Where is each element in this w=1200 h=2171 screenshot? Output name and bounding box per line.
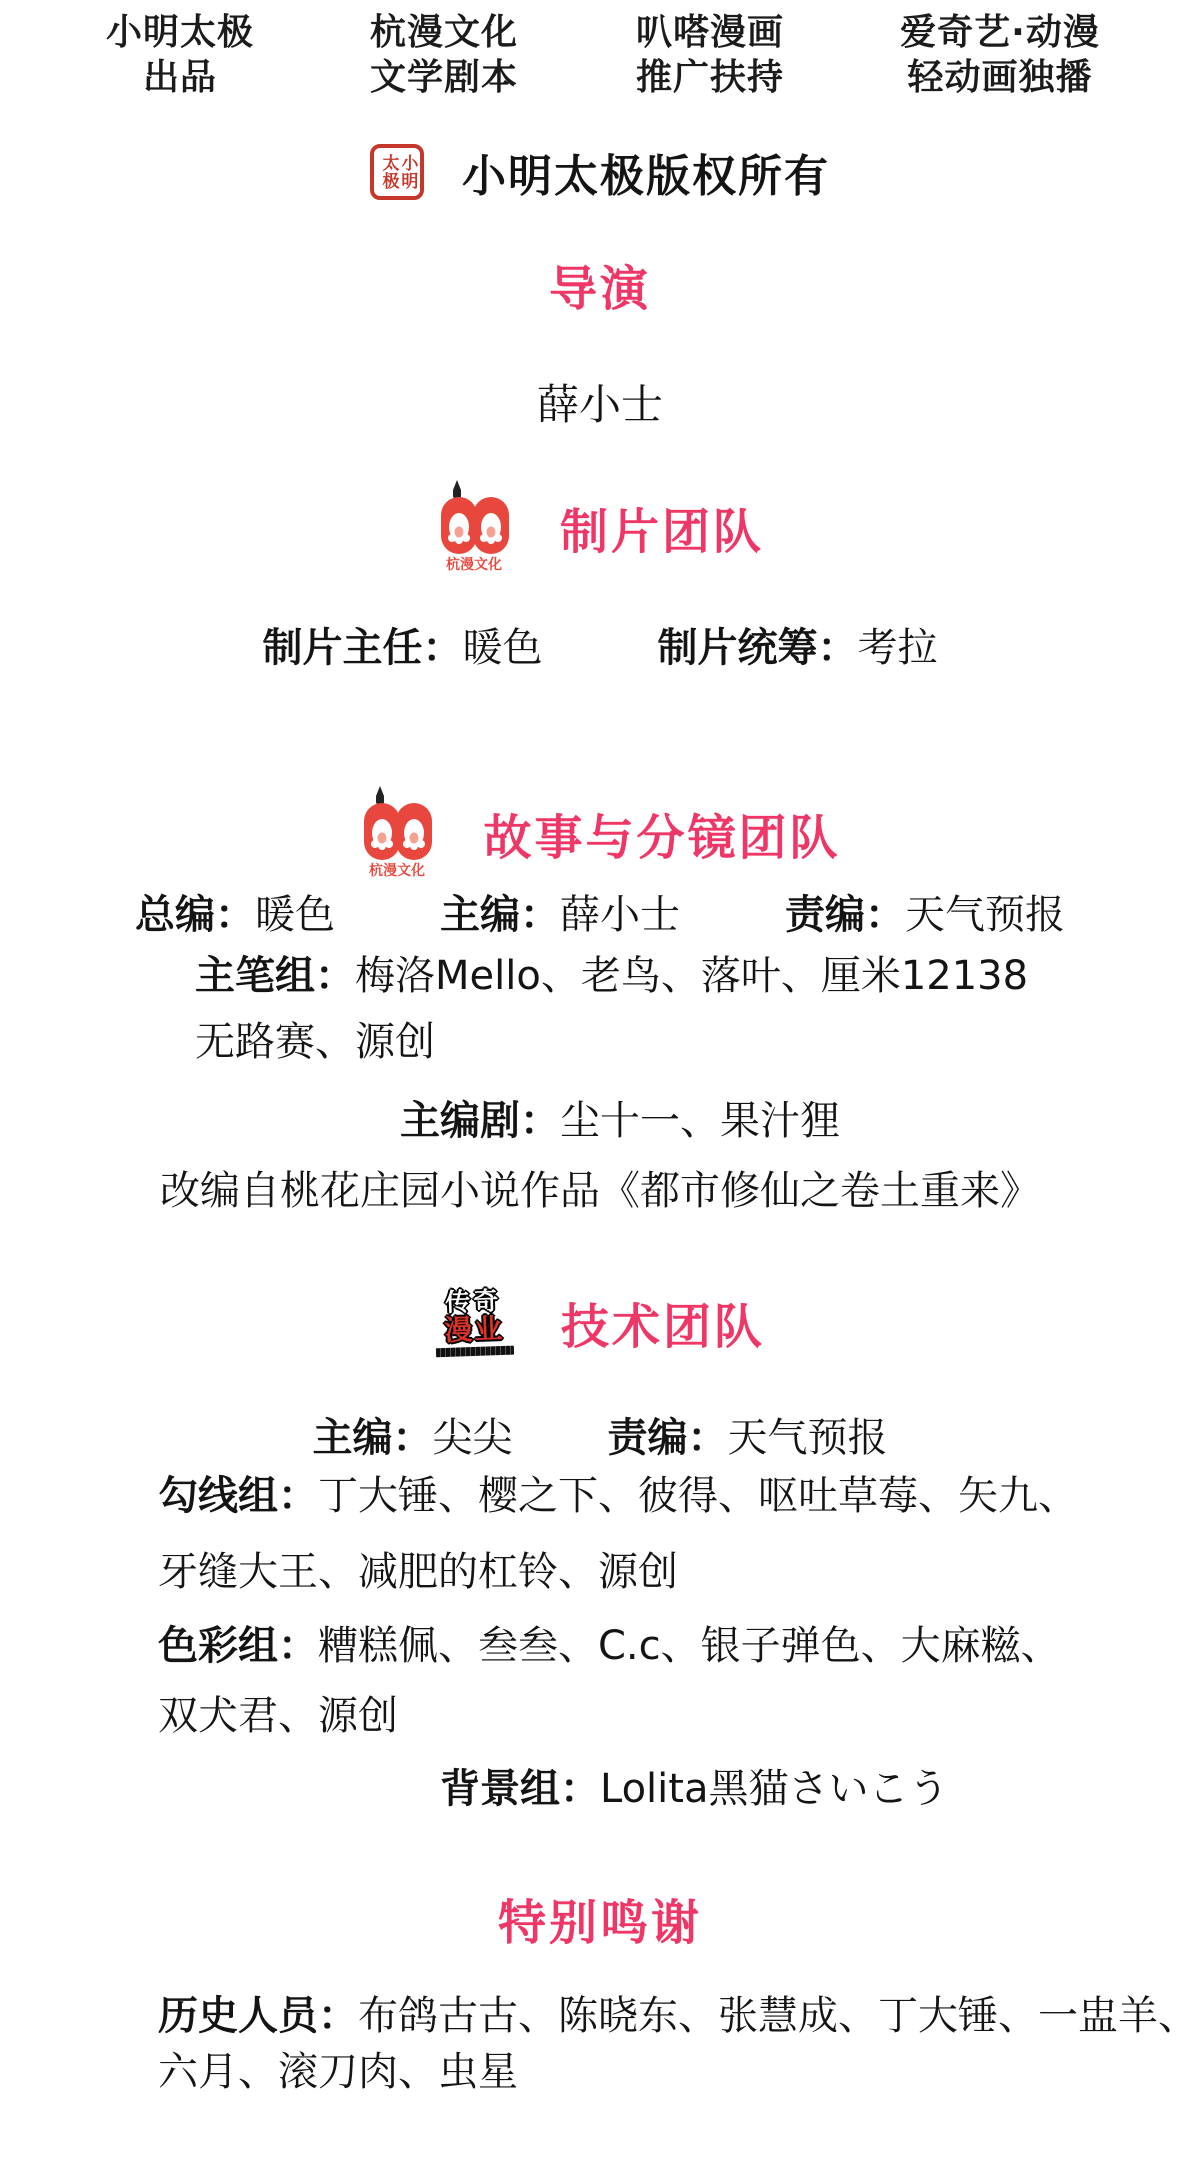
credit-item: 责编：天气预报 xyxy=(785,892,1065,938)
thanks-line-2: 六月、滚刀肉、虫星 xyxy=(158,2049,518,2095)
section-title-production-row xyxy=(0,480,1200,574)
hangman-logo-caption: 杭漫文化 xyxy=(445,557,502,573)
partner-role: 文学剧本 xyxy=(369,57,518,98)
legend-logo-banner xyxy=(436,1346,514,1358)
color-group-line-1: 色彩组：糟糕佩、叁叁、C.c、银子弹色、大麻糍、 xyxy=(158,1623,1061,1669)
header-column-script xyxy=(294,10,594,100)
partner-role: 轻动画独播 xyxy=(907,57,1093,98)
section-title-tech: 技术团队 xyxy=(560,1299,765,1355)
legend-logo-bottom-text: 漫业 xyxy=(443,1311,505,1347)
section-title-story-row xyxy=(0,786,1200,880)
hangman-logo-caption: 杭漫文化 xyxy=(369,863,426,879)
adaptation-note: 改编自桃花庄园小说作品《都市修仙之卷土重来》 xyxy=(160,1168,1040,1214)
xiaoming-taiji-seal-icon xyxy=(370,144,424,200)
partner-role: 出品 xyxy=(142,57,217,98)
section-title-story: 故事与分镜团队 xyxy=(483,809,841,866)
copyright-text: 小明太极版权所有 xyxy=(462,151,830,202)
partner-name: 叭嗒漫画 xyxy=(635,12,784,53)
credit-item: 制片统筹：考拉 xyxy=(657,625,938,671)
header-column-platform xyxy=(850,10,1150,100)
header-column-promotion xyxy=(560,10,860,100)
partner-name: 小明太极 xyxy=(105,12,254,53)
partner-role: 推广扶持 xyxy=(635,57,784,98)
pen-group-line-1: 主笔组：梅洛Mello、老鸟、落叶、厘米12138 xyxy=(195,953,1029,999)
director-name: 薛小士 xyxy=(536,380,663,429)
legend-animation-logo-icon xyxy=(434,1287,514,1357)
credit-item: 总编：暖色 xyxy=(135,892,335,938)
section-title-production: 制片团队 xyxy=(559,503,764,560)
copyright-row xyxy=(0,140,1200,204)
hangman-culture-logo-icon xyxy=(359,786,435,880)
story-editors-line xyxy=(0,883,1200,940)
credit-item: 责编：天气预报 xyxy=(607,1415,888,1461)
header-column-producer xyxy=(30,10,330,100)
credit-item: 主编：尖尖 xyxy=(312,1415,513,1461)
thanks-line-1: 历史人员：布鸽古古、陈晓东、张慧成、丁大锤、一盅羊、 xyxy=(158,1993,1198,2039)
seal-left-column: 太极 xyxy=(378,154,399,190)
outline-group-line-2: 牙缝大王、减肥的杠铃、源创 xyxy=(158,1549,678,1595)
partner-name: 爱奇艺·动漫 xyxy=(900,12,1100,53)
seal-right-column: 小明 xyxy=(397,154,418,190)
section-title-thanks: 特别鸣谢 xyxy=(497,1895,702,1951)
legend-logo-top-text: 传奇 xyxy=(444,1285,502,1317)
hangman-culture-logo-icon xyxy=(436,480,512,574)
section-title-tech-row xyxy=(0,1285,1200,1357)
production-credits-line xyxy=(0,616,1200,673)
pen-group-line-2: 无路赛、源创 xyxy=(195,1019,435,1065)
credit-item: 制片主任：暖色 xyxy=(262,625,543,671)
outline-group-line-1: 勾线组：丁大锤、樱之下、彼得、呕吐草莓、矢九、 xyxy=(158,1473,1078,1519)
section-title-director: 导演 xyxy=(548,261,651,317)
credit-item: 主编：薛小士 xyxy=(440,892,680,938)
background-group-line: 背景组：Lolita黑猫さいこう xyxy=(440,1766,949,1812)
screenwriter-line: 主编剧：尘十一、果汁狸 xyxy=(400,1098,840,1144)
partner-name: 杭漫文化 xyxy=(369,12,518,53)
color-group-line-2: 双犬君、源创 xyxy=(158,1693,398,1739)
tech-editors-line xyxy=(0,1406,1200,1463)
